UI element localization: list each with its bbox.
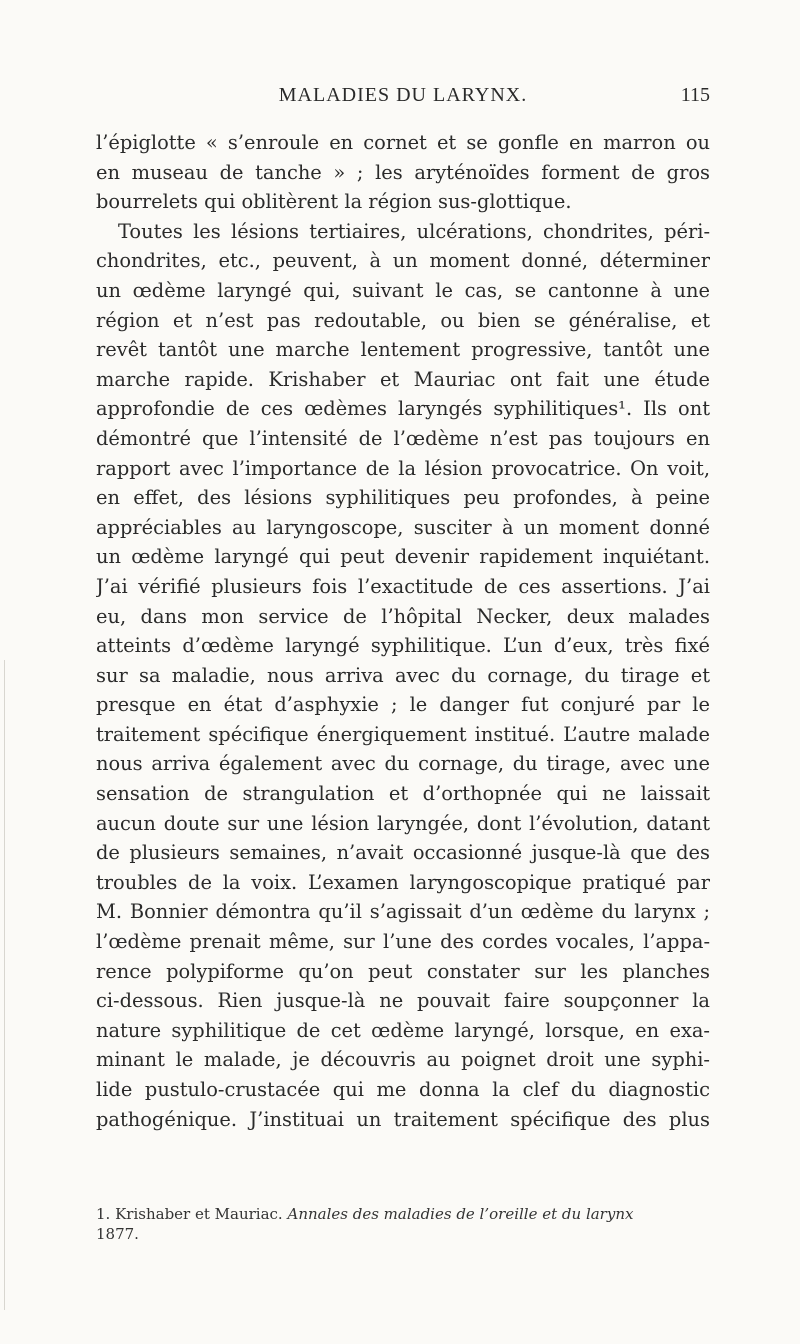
footnote-line (96, 1204, 710, 1224)
text-line: région et n’est pas redoutable, ou bien se généralise, et (96, 308, 710, 332)
text-line: chondrites, etc., peuvent, à un moment donné, déterminer (96, 249, 710, 273)
text-line: pathogénique. J’instituai un traitement spécifique des plus (96, 1107, 710, 1131)
text-line: bourrelets qui oblitèrent la région sus-glottique. (96, 190, 572, 214)
text-line: démontré que l’intensité de l’œdème n’est pas toujours en (96, 426, 710, 450)
text-line: un œdème laryngé qui peut devenir rapidement inquiétant. (96, 545, 710, 569)
text-line: un œdème laryngé qui, suivant le cas, se cantonne à une (96, 278, 710, 302)
text-line: nous arriva également avec du cornage, du tirage, avec une (96, 752, 710, 776)
text-line: Toutes les lésions tertiaires, ulcérations, chondrites, péri- (118, 219, 710, 243)
text-line: rence polypiforme qu’on peut constater sur les planches (96, 959, 710, 983)
footnote-marker: 1. (96, 1205, 111, 1223)
text-line: presque en état d’asphyxie ; le danger fut conjuré par le (96, 693, 710, 717)
footnote-year: 1877. (96, 1225, 139, 1243)
text-line: lide pustulo-crustacée qui me donna la clef du diagnostic (96, 1078, 710, 1101)
text-line: J’ai vérifié plusieurs fois l’exactitude de ces assertions. J’ai (96, 574, 710, 598)
text-line: rapport avec l’importance de la lésion provocatrice. On voit, (96, 456, 710, 480)
text-line: minant le malade, je découvris au poignet droit une syphi- (96, 1048, 710, 1072)
text-line: marche rapide. Krishaber et Mauriac ont fait une étude (96, 367, 710, 391)
text-line: revêt tantôt une marche lentement progressive, tantôt une (96, 338, 710, 362)
text-line: M. Bonnier démontra qu’il s’agissait d’un œdème du larynx ; (96, 900, 710, 924)
page-number: 115 (680, 84, 710, 106)
text-line: atteints d’œdème laryngé syphilitique. L’un d’eux, très fixé (96, 634, 710, 658)
text-line: l’épiglotte « s’enroule en cornet et se gonfle en marron ou (96, 131, 710, 154)
footnote (96, 1204, 710, 1244)
text-line: en museau de tanche » ; les aryténoïdes forment de gros (96, 160, 710, 184)
footnote-journal: Annales des maladies de l’oreille et du larynx (287, 1205, 634, 1223)
page-edge-shadow (4, 660, 5, 1310)
text-line: de plusieurs semaines, n’avait occasionné jusque-là que des (96, 841, 710, 865)
text-line: eu, dans mon service de l’hôpital Necker, deux malades (96, 604, 710, 628)
text-line: en effet, des lésions syphilitiques peu profondes, à peine (96, 486, 710, 510)
footnote-authors: Krishaber et Mauriac. (115, 1205, 283, 1223)
text-line: sensation de strangulation et d’orthopnée qui ne laissait (96, 782, 710, 806)
page-header (96, 84, 710, 112)
text-line: approfondie de ces œdèmes laryngés syphilitiques¹. Ils ont (96, 397, 710, 421)
text-line: appréciables au laryngoscope, susciter à un moment donné (96, 515, 710, 539)
text-line: nature syphilitique de cet œdème laryngé, lorsque, en exa- (96, 1018, 710, 1042)
body-text (96, 128, 710, 1134)
text-line: ci-dessous. Rien jusque-là ne pouvait faire soupçonner la (96, 989, 710, 1013)
text-line: aucun doute sur une lésion laryngée, dont l’évolution, datant (96, 811, 710, 835)
text-line: troubles de la voix. L’examen laryngoscopique pratiqué par (96, 870, 710, 894)
text-line: traitement spécifique énergiquement institué. L’autre malade (96, 722, 710, 746)
text-line: l’œdème prenait même, sur l’une des cordes vocales, l’appa- (96, 930, 710, 954)
text-line: sur sa maladie, nous arriva avec du cornage, du tirage et (96, 663, 710, 687)
running-title: MALADIES DU LARYNX. (278, 84, 528, 106)
